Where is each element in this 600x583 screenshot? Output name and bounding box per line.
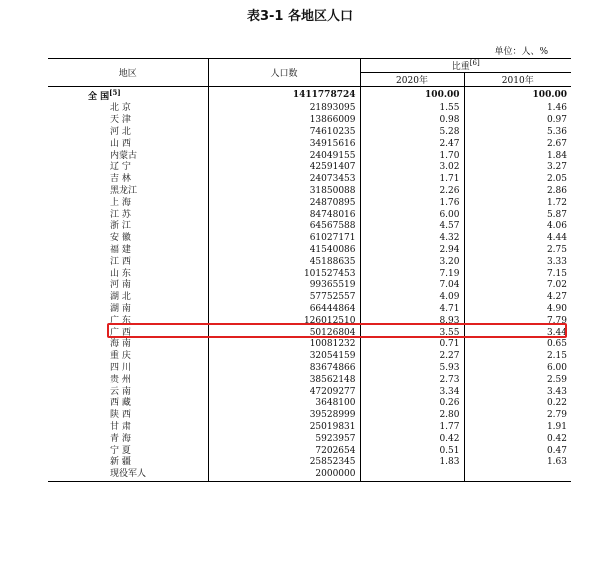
ratio-2010: 3.43 xyxy=(546,386,567,397)
table-row xyxy=(48,292,571,304)
population-value: 13866009 xyxy=(208,115,360,127)
ratio-2020: 2.47 xyxy=(360,138,464,150)
population-value: 25019831 xyxy=(208,422,360,434)
ratio-2020: 1.71 xyxy=(360,174,464,186)
population-value: 38562148 xyxy=(208,374,360,386)
table-row xyxy=(48,162,571,174)
ratio-2010 xyxy=(464,469,571,481)
table-row xyxy=(48,398,571,410)
ratio-2010: 4.44 xyxy=(546,233,567,244)
ratio-2010: 2.59 xyxy=(546,374,567,385)
ratio-2020: 0.51 xyxy=(360,445,464,457)
region-name: 福 建 xyxy=(48,245,208,257)
region-name: 现役军人 xyxy=(48,469,208,481)
population-value: 61027171 xyxy=(208,233,360,245)
population-value: 84748016 xyxy=(208,209,360,221)
population-value: 57752557 xyxy=(208,292,360,304)
ratio-2020: 2.73 xyxy=(360,374,464,386)
population-value: 101527453 xyxy=(208,268,360,280)
table-row xyxy=(48,174,571,186)
ratio-2020: 1.76 xyxy=(360,197,464,209)
region-name: 云 南 xyxy=(48,386,208,398)
ratio-2010: 3.33 xyxy=(546,256,567,267)
population-value: 64567588 xyxy=(208,221,360,233)
header-2020: 2020年 xyxy=(360,73,464,87)
ratio-2020: 2.94 xyxy=(360,245,464,257)
ratio-2020: 1.70 xyxy=(360,150,464,162)
ratio-2010: 4.06 xyxy=(546,221,567,232)
region-name: 黑龙江 xyxy=(48,186,208,198)
table-row xyxy=(48,445,571,457)
ratio-2010: 1.84 xyxy=(546,150,567,161)
region-name: 重 庆 xyxy=(48,351,208,363)
ratio-2010: 4.90 xyxy=(546,303,567,314)
ratio-2020: 2.26 xyxy=(360,186,464,198)
region-name: 青 海 xyxy=(48,433,208,445)
ratio-2010: 3.44 xyxy=(546,327,567,338)
ratio-2010: 7.02 xyxy=(546,280,567,291)
header-ratio-label: 比重 xyxy=(451,62,470,72)
region-name: 贵 州 xyxy=(48,374,208,386)
table-body xyxy=(48,87,571,482)
population-value: 3648100 xyxy=(208,398,360,410)
region-name: 天 津 xyxy=(48,115,208,127)
region-name: 海 南 xyxy=(48,339,208,351)
population-value: 24870895 xyxy=(208,197,360,209)
table-row xyxy=(48,115,571,127)
population-value: 24049155 xyxy=(208,150,360,162)
ratio-2010: 5.87 xyxy=(546,209,567,220)
ratio-2010: 0.47 xyxy=(546,445,567,456)
table-row xyxy=(48,233,571,245)
ratio-2010: 1.91 xyxy=(546,421,567,432)
total-footnote: [5] xyxy=(109,88,121,97)
ratio-2010: 6.00 xyxy=(546,362,567,373)
population-value: 25852345 xyxy=(208,457,360,469)
ratio-2010: 1.46 xyxy=(546,103,567,114)
ratio-2020: 0.26 xyxy=(360,398,464,410)
ratio-2010: 0.42 xyxy=(546,433,567,444)
table-row xyxy=(48,457,571,469)
table-row xyxy=(48,103,571,115)
header-ratio xyxy=(360,59,571,73)
ratio-2010: 4.27 xyxy=(546,292,567,303)
ratio-2020: 7.19 xyxy=(360,268,464,280)
table-row xyxy=(48,209,571,221)
table-row xyxy=(48,268,571,280)
region-name: 西 藏 xyxy=(48,398,208,410)
population-value: 45188635 xyxy=(208,256,360,268)
table-row-total xyxy=(48,87,571,104)
region-name: 新 疆 xyxy=(48,457,208,469)
population-value: 41540086 xyxy=(208,245,360,257)
ratio-2020: 2.27 xyxy=(360,351,464,363)
header-ratio-footnote: [6] xyxy=(469,59,480,67)
ratio-2010: 2.75 xyxy=(546,244,567,255)
table-row xyxy=(48,186,571,198)
ratio-2010: 0.22 xyxy=(546,398,567,409)
table-row xyxy=(48,245,571,257)
region-name: 广 西 xyxy=(48,327,208,339)
ratio-2020: 3.20 xyxy=(360,256,464,268)
table-row xyxy=(48,256,571,268)
population-table xyxy=(48,58,571,482)
region-name: 湖 北 xyxy=(48,292,208,304)
ratio-2020: 100.00 xyxy=(360,87,464,104)
table-row xyxy=(48,138,571,150)
table-row xyxy=(48,339,571,351)
ratio-2020: 0.42 xyxy=(360,433,464,445)
table-row xyxy=(48,386,571,398)
ratio-2010: 1.63 xyxy=(546,457,567,468)
region-name: 甘 肃 xyxy=(48,422,208,434)
ratio-2010: 2.05 xyxy=(546,174,567,185)
population-value: 31850088 xyxy=(208,186,360,198)
population-value: 7202654 xyxy=(208,445,360,457)
region-name: 江 苏 xyxy=(48,209,208,221)
region-name: 广 东 xyxy=(48,315,208,327)
population-value: 5923957 xyxy=(208,433,360,445)
population-value: 21893095 xyxy=(208,103,360,115)
table-row xyxy=(48,422,571,434)
region-name xyxy=(48,87,208,104)
population-value: 2000000 xyxy=(208,469,360,481)
table-row xyxy=(48,410,571,422)
ratio-2010: 5.36 xyxy=(546,126,567,137)
ratio-2020: 1.77 xyxy=(360,422,464,434)
population-value: 66444864 xyxy=(208,304,360,316)
table-row xyxy=(48,469,571,481)
population-value: 39528999 xyxy=(208,410,360,422)
region-name: 河 北 xyxy=(48,127,208,139)
ratio-2010: 7.15 xyxy=(546,268,567,279)
ratio-2020: 3.55 xyxy=(360,327,464,339)
ratio-2010: 2.15 xyxy=(546,351,567,362)
ratio-2020: 0.98 xyxy=(360,115,464,127)
ratio-2020: 5.28 xyxy=(360,127,464,139)
region-name: 山 西 xyxy=(48,138,208,150)
table-row xyxy=(48,304,571,316)
table-row xyxy=(48,197,571,209)
region-name: 江 西 xyxy=(48,256,208,268)
region-name-text: 全 国 xyxy=(88,92,110,102)
header-2010: 2010年 xyxy=(464,73,571,87)
ratio-2020 xyxy=(360,469,464,481)
ratio-2020: 3.02 xyxy=(360,162,464,174)
population-value: 24073453 xyxy=(208,174,360,186)
ratio-2010: 3.27 xyxy=(546,162,567,173)
ratio-2020: 4.09 xyxy=(360,292,464,304)
population-value: 47209277 xyxy=(208,386,360,398)
region-name: 内蒙古 xyxy=(48,150,208,162)
region-name: 浙 江 xyxy=(48,221,208,233)
ratio-2020: 1.55 xyxy=(360,103,464,115)
table-title: 表3-1 各地区人口 xyxy=(246,9,353,24)
population-value: 50126804 xyxy=(208,327,360,339)
ratio-2020: 4.57 xyxy=(360,221,464,233)
population-value: 74610235 xyxy=(208,127,360,139)
region-name: 北 京 xyxy=(48,103,208,115)
header-region: 地区 xyxy=(48,59,208,87)
region-name: 安 徽 xyxy=(48,233,208,245)
header-population: 人口数 xyxy=(208,59,360,87)
ratio-2020: 7.04 xyxy=(360,280,464,292)
region-name: 上 海 xyxy=(48,197,208,209)
population-value: 42591407 xyxy=(208,162,360,174)
region-name: 湖 南 xyxy=(48,304,208,316)
population-value: 1411778724 xyxy=(208,87,360,104)
population-value: 126012510 xyxy=(208,315,360,327)
table-row xyxy=(48,351,571,363)
population-value: 34915616 xyxy=(208,138,360,150)
population-value: 10081232 xyxy=(208,339,360,351)
region-name: 吉 林 xyxy=(48,174,208,186)
unit-label: 单位：人、% xyxy=(494,47,548,57)
region-name: 宁 夏 xyxy=(48,445,208,457)
ratio-2010: 7.79 xyxy=(546,315,567,326)
ratio-2020: 6.00 xyxy=(360,209,464,221)
ratio-2010: 0.65 xyxy=(546,339,567,350)
region-name: 辽 宁 xyxy=(48,162,208,174)
ratio-2010: 2.86 xyxy=(546,185,567,196)
ratio-2010: 0.97 xyxy=(546,115,567,126)
region-name: 山 东 xyxy=(48,268,208,280)
ratio-2010: 2.67 xyxy=(546,138,567,149)
ratio-2020: 4.71 xyxy=(360,304,464,316)
highlight-box xyxy=(107,323,567,338)
table-row xyxy=(48,280,571,292)
table-row xyxy=(48,127,571,139)
ratio-2010: 100.00 xyxy=(532,89,567,100)
table-row xyxy=(48,363,571,375)
ratio-2020: 0.71 xyxy=(360,339,464,351)
ratio-2020: 1.83 xyxy=(360,457,464,469)
population-value: 32054159 xyxy=(208,351,360,363)
ratio-2010: 1.72 xyxy=(546,197,567,208)
region-name: 陕 西 xyxy=(48,410,208,422)
table-row xyxy=(48,433,571,445)
table-row xyxy=(48,374,571,386)
table-row xyxy=(48,150,571,162)
ratio-2020: 8.93 xyxy=(360,315,464,327)
ratio-2020: 2.80 xyxy=(360,410,464,422)
population-value: 83674866 xyxy=(208,363,360,375)
region-name: 河 南 xyxy=(48,280,208,292)
ratio-2020: 3.34 xyxy=(360,386,464,398)
ratio-2010: 2.79 xyxy=(546,410,567,421)
population-value: 99365519 xyxy=(208,280,360,292)
table-row xyxy=(48,221,571,233)
ratio-2020: 4.32 xyxy=(360,233,464,245)
ratio-2020: 5.93 xyxy=(360,363,464,375)
region-name: 四 川 xyxy=(48,363,208,375)
